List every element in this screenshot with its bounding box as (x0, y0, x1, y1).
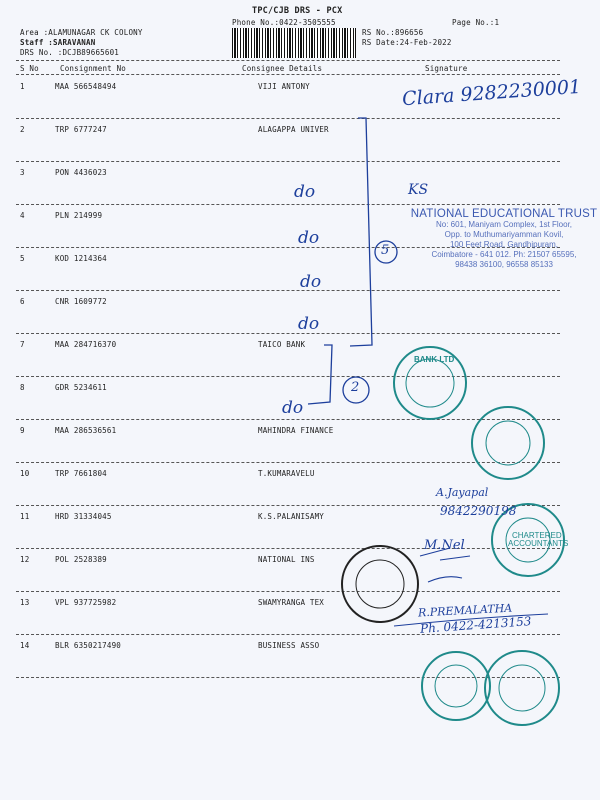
row-serial-number: 7 (20, 340, 25, 349)
row-consignment-number: BLR 6350217490 (55, 641, 122, 650)
trust-address-line: Coimbatore - 641 012. Ph: 21507 65595, (431, 250, 577, 259)
row-serial-number: 8 (20, 383, 25, 392)
row-divider (16, 290, 560, 291)
ditto-mark: do (300, 272, 322, 292)
ditto-mark: do (298, 314, 320, 334)
row-serial-number: 13 (20, 598, 30, 607)
row-divider (16, 548, 560, 549)
column-consignment: Consignment No (60, 64, 127, 73)
column-consignee: Consignee Details (242, 64, 323, 73)
row-consignment-number: MAA 286536561 (55, 426, 117, 435)
row-consignment-number: POL 2528389 (55, 555, 107, 564)
row-consignment-number: MAA 284716370 (55, 340, 117, 349)
bracket-line (308, 345, 332, 404)
row-consignee: MAHINDRA FINANCE (258, 426, 334, 435)
handwritten-initials: KS (408, 182, 429, 198)
business-associates-stamp (422, 651, 559, 725)
rs-number: RS No.:896656 (362, 28, 424, 37)
trust-address-line: 98438 36100, 96558 85133 (455, 260, 553, 269)
ditto-mark: do (282, 398, 304, 418)
trust-address-line: 100 Feet Road, Gandhipuram, (449, 240, 559, 249)
row-consignment-number: VPL 937725982 (55, 598, 117, 607)
trust-name: NATIONAL EDUCATIONAL TRUST (410, 208, 598, 220)
svg-text:BANK LTD: BANK LTD (414, 355, 455, 364)
row-consignee: VIJI ANTONY (258, 82, 310, 91)
area-label: Area :ALAMUNAGAR CK COLONY (20, 28, 143, 37)
signature-stroke (428, 577, 462, 582)
row-consignment-number: PON 4436023 (55, 168, 107, 177)
trust-address-line: No: 601, Maniyam Complex, 1st Floor, (435, 220, 573, 229)
report-title: TPC/CJB DRS - PCX (252, 6, 343, 16)
handwritten-signature: Clara 9282230001 (401, 75, 582, 111)
delivery-count: 2 (351, 380, 360, 395)
handwritten-phone: 9842290198 (440, 504, 517, 518)
drs-number: DRS No. :DCJB89665601 (20, 48, 120, 57)
delivery-count: 5 (381, 243, 390, 258)
column-sno: S No (20, 64, 39, 73)
handwritten-name: A.Jayapal (436, 486, 489, 499)
housing-society-stamp (472, 407, 544, 479)
row-divider (16, 462, 560, 463)
ditto-mark: do (298, 228, 320, 248)
row-consignment-number: TRP 7661804 (55, 469, 107, 478)
row-divider (16, 419, 560, 420)
svg-text:ACCOUNTANTS: ACCOUNTANTS (508, 539, 569, 548)
row-consignee: TAICO BANK (258, 340, 306, 349)
bracket-line (350, 118, 372, 346)
handwritten-name: R.PREMALATHA (417, 601, 513, 620)
column-divider (16, 74, 560, 75)
trust-address-line: Opp. to Muthumariyamman Kovil, (444, 230, 564, 239)
row-divider (16, 677, 560, 678)
staff-label: Staff :SARAVANAN (20, 38, 96, 47)
row-consignment-number: TRP 6777247 (55, 125, 107, 134)
row-consignee: BUSINESS ASSO (258, 641, 320, 650)
handwritten-phone: Ph. 0422-4213153 (419, 614, 532, 636)
row-consignee: T.KUMARAVELU (258, 469, 315, 478)
row-consignment-number: MAA 566548494 (55, 82, 117, 91)
row-consignment-number: PLN 214999 (55, 211, 103, 220)
rs-date: RS Date:24-Feb-2022 (362, 38, 452, 47)
row-serial-number: 3 (20, 168, 25, 177)
row-divider (16, 634, 560, 635)
row-serial-number: 12 (20, 555, 30, 564)
row-serial-number: 4 (20, 211, 25, 220)
handwritten-signature: M.Nel (424, 538, 465, 553)
row-divider (16, 118, 560, 119)
column-signature: Signature (425, 64, 468, 73)
trust-stamp (408, 208, 600, 270)
row-serial-number: 10 (20, 469, 30, 478)
row-consignee: K.S.PALANISAMY (258, 512, 325, 521)
ditto-mark: do (294, 182, 316, 202)
row-consignee: NATIONAL INS (258, 555, 315, 564)
row-serial-number: 2 (20, 125, 25, 134)
barcode (232, 28, 356, 58)
row-divider (16, 161, 560, 162)
row-serial-number: 5 (20, 254, 25, 263)
row-divider (16, 204, 560, 205)
row-serial-number: 14 (20, 641, 30, 650)
row-consignment-number: CNR 1609772 (55, 297, 107, 306)
row-consignee: SWAMYRANGA TEX (258, 598, 325, 607)
row-consignment-number: HRD 31334045 (55, 512, 112, 521)
phone-number: Phone No.:0422-3505555 (232, 18, 336, 27)
row-consignment-number: KOD 1214364 (55, 254, 107, 263)
row-consignment-number: GDR 5234611 (55, 383, 107, 392)
insurance-stamp (342, 546, 418, 622)
header-divider (16, 60, 560, 61)
row-divider (16, 333, 560, 334)
row-divider (16, 376, 560, 377)
row-serial-number: 1 (20, 82, 25, 91)
row-serial-number: 11 (20, 512, 30, 521)
bank-stamp (394, 347, 466, 419)
page-number: Page No.:1 (452, 18, 500, 27)
row-divider (16, 591, 560, 592)
row-serial-number: 9 (20, 426, 25, 435)
svg-text:CHARTERED: CHARTERED (512, 531, 562, 540)
row-serial-number: 6 (20, 297, 25, 306)
row-consignee: ALAGAPPA UNIVER (258, 125, 329, 134)
